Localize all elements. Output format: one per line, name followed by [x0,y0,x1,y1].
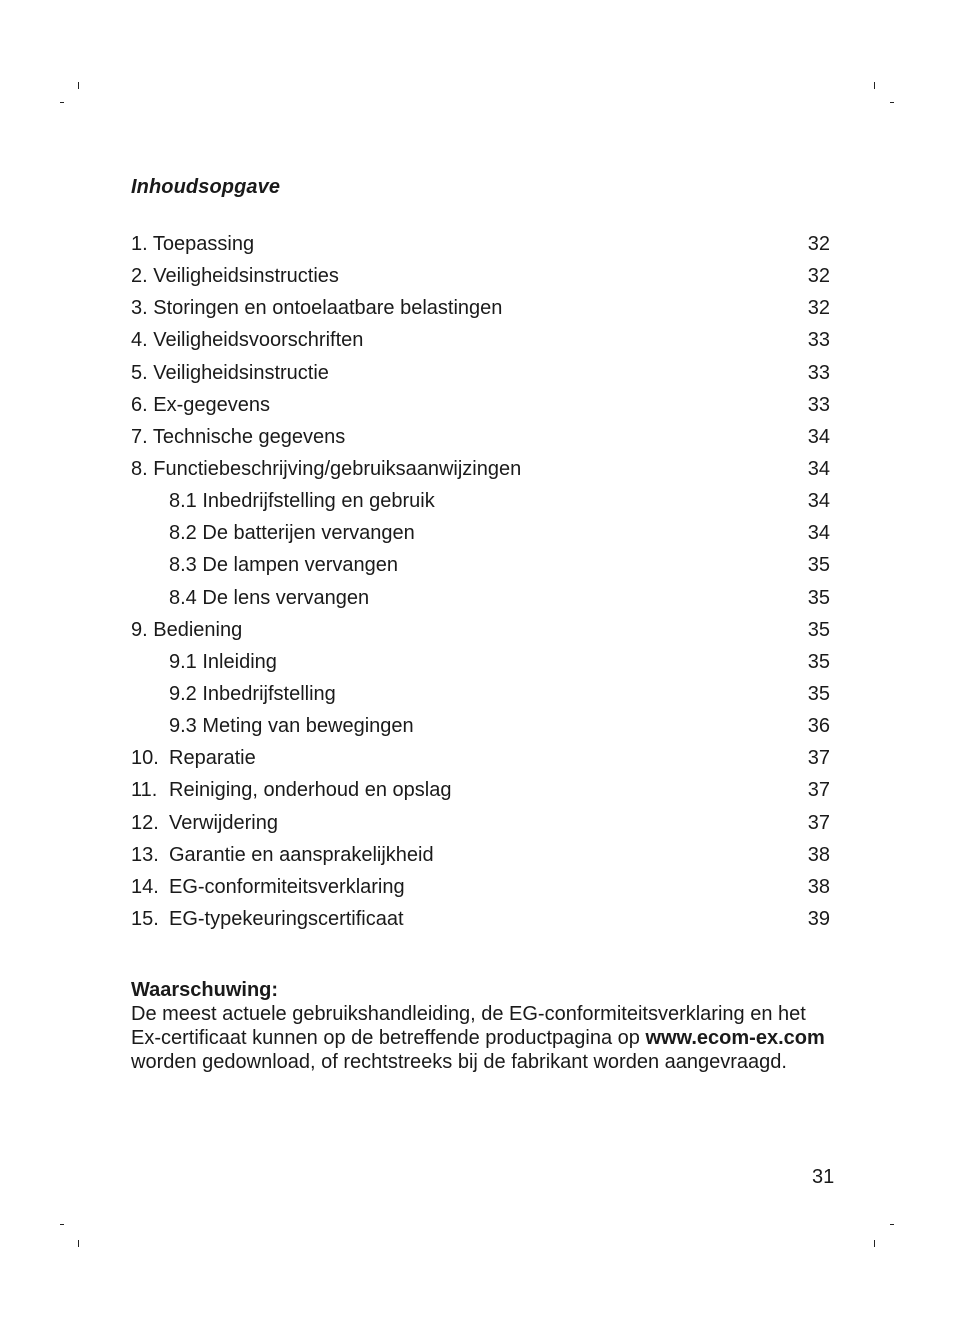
toc-entry[interactable] [131,357,830,389]
crop-mark [78,82,79,89]
toc-entry[interactable] [131,807,830,839]
toc-entry-number: 5. [131,361,148,384]
toc-entry[interactable] [131,260,830,292]
toc-entry-number: 10. [131,747,159,770]
toc-entry-text: Veiligheidsinstructies [153,265,339,288]
toc-entry-label [131,774,451,806]
warning-heading: Waarschuwing: [131,979,279,1001]
toc-page-number: 35 [807,554,830,577]
toc-entry-text: De lampen vervangen [202,554,399,577]
toc-entry-label [131,421,345,453]
crop-mark [78,1240,79,1247]
crop-mark [874,82,875,89]
toc-entry-number: 9.2 [169,683,197,706]
toc-entry-text: Functiebeschrijving/gebruiksaanwijzingen [153,458,522,481]
toc-entry-text: Inleiding [202,650,277,673]
toc-entry-text: Toepassing [152,233,255,256]
toc-page-number: 34 [807,458,830,481]
crop-mark [60,102,64,103]
toc-page-number: 34 [807,490,830,513]
toc-entry[interactable] [131,614,830,646]
warning-text-before: De meest actuele gebruikshandleiding, de EG-conformiteitsverklaring en het Ex-certificaat kunnen op de betreffende productpagina op [131,1003,806,1049]
page-title: Inhoudsopgave [131,176,281,198]
toc-entry-label [131,614,242,646]
toc-entry-number: 9.1 [169,650,197,673]
toc-entry-label [131,710,414,742]
toc-subentry[interactable] [131,678,830,710]
toc-entry-text: Ex-gegevens [153,393,270,416]
toc-entry-label [131,485,435,517]
toc-entry-text: Veiligheidsvoorschriften [153,329,364,352]
toc-entry[interactable] [131,839,830,871]
toc-entry-number: 8.2 [169,522,197,545]
toc-entry-text: Storingen en ontoelaatbare belastingen [153,297,503,320]
toc-entry-label [131,678,336,710]
crop-mark [890,102,894,103]
toc-subentry[interactable] [131,485,830,517]
toc-entry[interactable] [131,389,830,421]
toc-entry-number: 4. [131,329,148,352]
toc-page-number: 36 [807,715,830,738]
toc-page-number: 35 [807,618,830,641]
warning-block [131,978,836,1074]
toc-entry-number: 8.4 [169,586,197,609]
toc-entry-number: 9. [131,618,148,641]
crop-mark [890,1224,894,1225]
toc-entry-label [131,549,398,581]
toc-page-number: 35 [807,586,830,609]
toc-entry-number: 15. [131,908,159,931]
toc-entry[interactable] [131,774,830,806]
toc-page-number: 33 [807,329,830,352]
toc-entry-label [131,260,339,292]
toc-entry-text: De batterijen vervangen [202,522,415,545]
toc-entry-label [131,582,369,614]
toc-entry[interactable] [131,903,830,935]
toc-page-number: 37 [807,779,830,802]
toc-entry-number: 2. [131,265,148,288]
toc-entry-number: 11. [131,779,158,802]
toc-entry-label [131,453,521,485]
toc-entry-label [131,839,434,871]
toc-entry-label [131,903,404,935]
toc-entry-text: Inbedrijfstelling en gebruik [202,490,435,513]
toc-subentry[interactable] [131,646,830,678]
toc-entry-number: 13. [131,843,159,866]
toc-entry-label [131,292,502,324]
toc-page-number: 33 [807,393,830,416]
website-link[interactable]: www.ecom-ex.com [645,1027,825,1049]
toc-page-number: 35 [807,683,830,706]
toc-entry-number: 9.3 [169,715,197,738]
toc-page-number: 32 [807,297,830,320]
toc-entry-text: EG-conformiteitsverklaring [169,875,405,898]
toc-entry-number: 14. [131,875,159,898]
toc-entry[interactable] [131,421,830,453]
toc-entry-label [131,871,405,903]
toc-subentry[interactable] [131,582,830,614]
toc-entry-text: Reiniging, onderhoud en opslag [169,779,452,802]
toc-page-number: 38 [807,843,830,866]
toc-page-number: 33 [807,361,830,384]
toc-entry[interactable] [131,742,830,774]
toc-entry-number: 7. [131,425,148,448]
toc-subentry[interactable] [131,549,830,581]
crop-mark [874,1240,875,1247]
toc-page-number: 39 [807,908,830,931]
toc-page-number: 32 [807,233,830,256]
toc-entry-text: Technische gegevens [152,425,346,448]
toc-entry[interactable] [131,228,830,260]
toc-entry-label [131,517,415,549]
toc-subentry[interactable] [131,517,830,549]
page-number: 31 [812,1166,835,1188]
warning-text-after: worden gedownload, of rechtstreeks bij de fabrikant worden aangevraagd. [131,1051,787,1073]
toc-entry-text: Veiligheidsinstructie [153,361,329,384]
toc-entry-number: 6. [131,393,148,416]
toc-entry[interactable] [131,292,830,324]
toc-entry-number: 12. [131,811,159,834]
toc-entry-label [131,646,277,678]
toc-entry-label [131,357,329,389]
toc-entry[interactable] [131,324,830,356]
toc-page-number: 32 [807,265,830,288]
toc-entry-text: Meting van bewegingen [202,715,414,738]
toc-entry[interactable] [131,453,830,485]
toc-page-number: 37 [807,747,830,770]
toc-page-number: 37 [807,811,830,834]
toc-entry-label [131,324,363,356]
toc-entry-label [131,389,270,421]
table-of-contents [131,228,830,935]
toc-entry-number: 8.1 [169,490,197,513]
toc-entry-number: 1. [131,233,148,256]
toc-entry-number: 8. [131,458,148,481]
toc-entry-number: 3. [131,297,148,320]
toc-entry-text: Reparatie [169,747,256,770]
toc-entry-text: Verwijdering [169,811,278,834]
toc-entry-text: De lens vervangen [202,586,370,609]
toc-entry-label [131,742,256,774]
toc-page-number: 34 [807,425,830,448]
toc-page-number: 38 [807,875,830,898]
crop-mark [60,1224,64,1225]
toc-entry-number: 8.3 [169,554,197,577]
toc-page-number: 34 [807,522,830,545]
toc-subentry[interactable] [131,710,830,742]
toc-page-number: 35 [807,650,830,673]
toc-entry-label [131,228,254,260]
toc-entry-text: Inbedrijfstelling [202,683,336,706]
toc-entry-text: Garantie en aansprakelijkheid [169,843,434,866]
toc-entry-label [131,807,278,839]
toc-entry[interactable] [131,871,830,903]
toc-entry-text: EG-typekeuringscertificaat [169,908,404,931]
toc-entry-text: Bediening [153,618,243,641]
